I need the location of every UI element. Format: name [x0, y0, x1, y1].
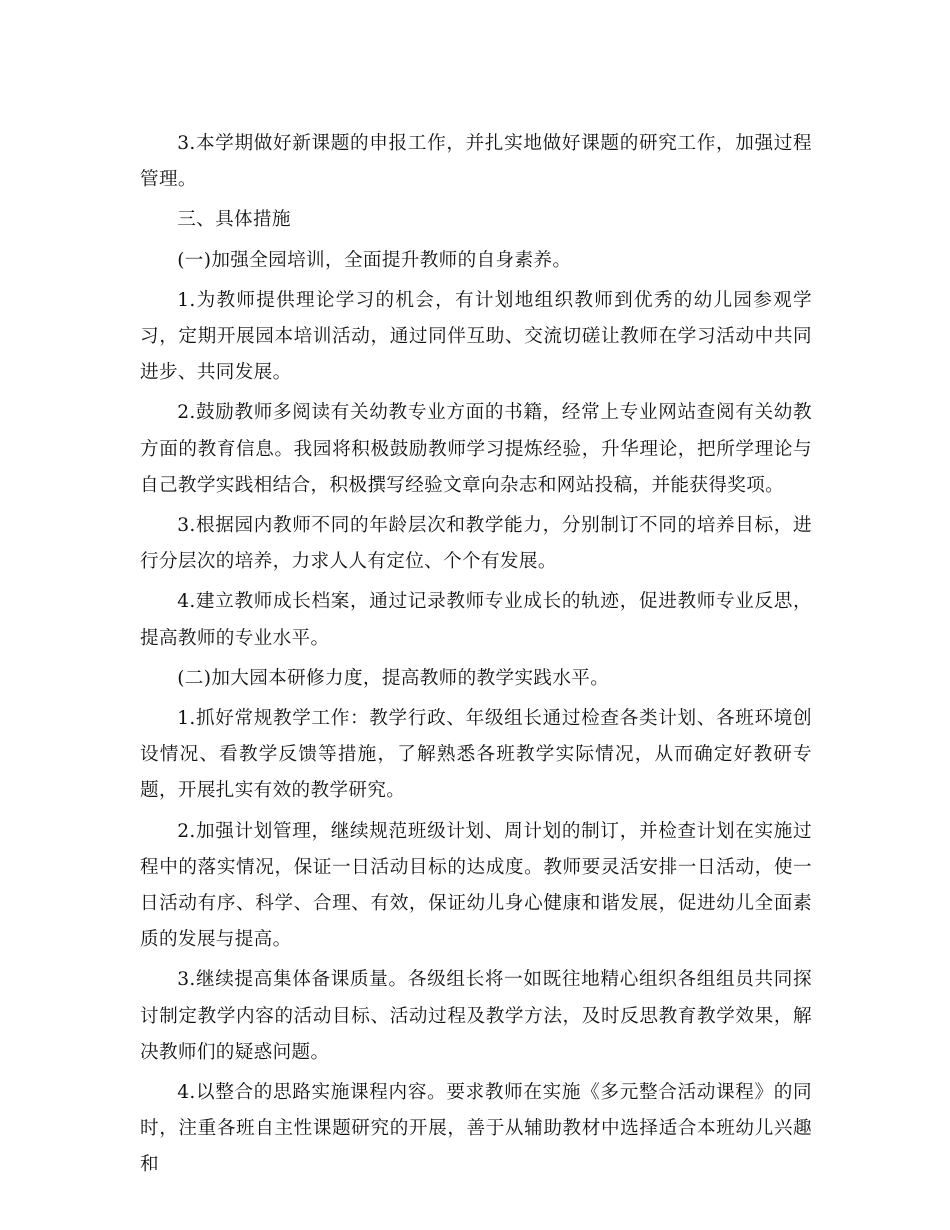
subheading-training: (一)加强全园培训，全面提升教师的自身素养。: [177, 249, 572, 271]
paragraph-research-2: 2.加强计划管理，继续规范班级计划、周计划的制订，并检查计划在实施过程中的落实情况，保证一日活动目标的达成度。教师要灵活安排一日活动，使一日活动有序、科学、合理、有效，保证幼儿身心健康和谐发展，促进幼儿全面素质的发展与提高。: [140, 820, 812, 951]
paragraph-training-2: 2.鼓励教师多阅读有关幼教专业方面的书籍，经常上专业网站查阅有关幼教方面的教育信息。我园将积极鼓励教师学习提炼经验，升华理论，把所学理论与自己教学实践相结合，积极撰写经验文章向杂志和网站投稿，并能获得奖项。: [140, 402, 812, 496]
paragraph-research-1: 1.抓好常规教学工作：教学行政、年级组长通过检查各类计划、各班环境创设情况、看教学反馈等措施，了解熟悉各班教学实际情况，从而确定好教研专题，开展扎实有效的教学研究。: [140, 708, 812, 802]
paragraph-training-1: 1.为教师提供理论学习的机会，有计划地组织教师到优秀的幼儿园参观学习，定期开展园本培训活动，通过同伴互助、交流切磋让教师在学习活动中共同进步、共同发展。: [140, 289, 812, 384]
paragraph-research-3: 3.继续提高集体备课质量。各级组长将一如既往地精心组织各组组员共同探讨制定教学内容的活动目标、活动过程及教学方法，及时反思教育教学效果，解决教师们的疑惑问题。: [140, 969, 812, 1063]
paragraph-training-3: 3.根据园内教师不同的年龄层次和教学能力，分别制订不同的培养目标，进行分层次的培养，力求人人有定位、个个有发展。: [140, 515, 812, 573]
section-heading-measures: 三、具体措施: [177, 209, 291, 231]
subheading-research: (二)加大园本研修力度，提高教师的教学实践水平。: [177, 667, 610, 689]
paragraph-training-4: 4.建立教师成长档案，通过记录教师专业成长的轨迹，促进教师专业反思，提高教师的专业水平。: [140, 591, 812, 649]
paragraph-topic-application: 3.本学期做好新课题的申报工作，并扎实地做好课题的研究工作，加强过程管理。: [140, 133, 812, 191]
paragraph-research-4: 4.以整合的思路实施课程内容。要求教师在实施《多元整合活动课程》的同时，注重各班自主性课题研究的开展，善于从辅助教材中选择适合本班幼儿兴趣和: [140, 1082, 812, 1176]
document-body: [140, 126, 812, 1188]
